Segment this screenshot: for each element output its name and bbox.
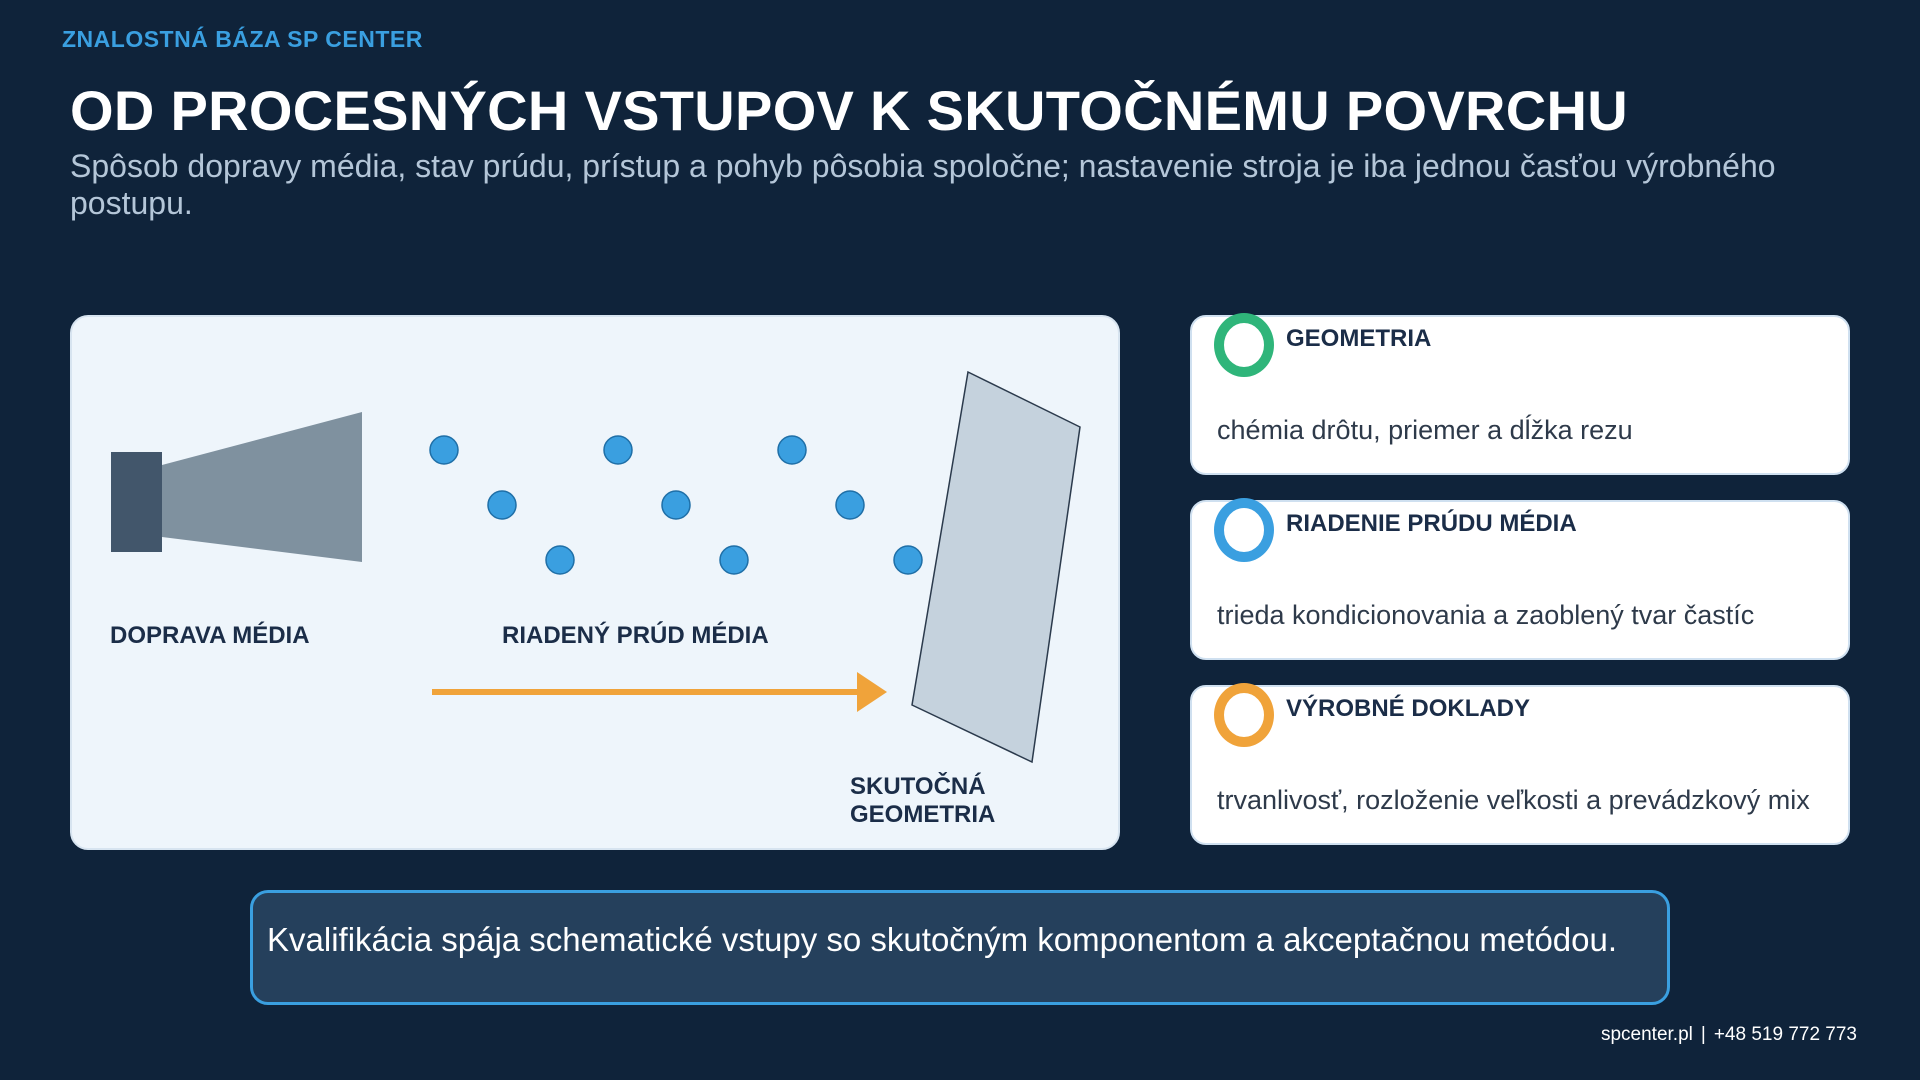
- page-title: OD PROCESNÝCH VSTUPOV K SKUTOČNÉMU POVRCHU: [70, 79, 1628, 142]
- nozzle-cone: [162, 412, 362, 562]
- phone-number[interactable]: +48 519 772 773: [1713, 1024, 1857, 1045]
- brand-label: ZNALOSTNÁ BÁZA SP CENTER: [62, 26, 423, 52]
- process-diagram: [70, 315, 1120, 850]
- particle: [488, 491, 516, 519]
- footer-separator: |: [1700, 1024, 1706, 1045]
- footer-contact: [1601, 1024, 1857, 1046]
- particle: [662, 491, 690, 519]
- particle: [778, 436, 806, 464]
- particle: [430, 436, 458, 464]
- nozzle-body: [111, 452, 162, 552]
- card-text: chémia drôtu, priemer a dĺžka rezu: [1217, 415, 1633, 445]
- ring-icon: [1214, 683, 1274, 747]
- target-surface: [912, 372, 1080, 762]
- card-geometry: [1190, 315, 1850, 475]
- particle: [836, 491, 864, 519]
- card-text: trvanlivosť, rozloženie veľkosti a prevádzkový mix: [1217, 785, 1810, 815]
- card-text: trieda kondicionovania a zaoblený tvar častíc: [1217, 600, 1755, 630]
- ring-icon: [1214, 498, 1274, 562]
- info-cards: [1190, 315, 1850, 870]
- callout-text: Kvalifikácia spája schematické vstupy so skutočným komponentom a akceptačnou metódou.: [267, 921, 1618, 958]
- page-subtitle: Spôsob dopravy média, stav prúdu, prístup a pohyb pôsobia spoločne; nastavenie stroja je iba jednou časťou výrobného postupu.: [70, 148, 1776, 221]
- card-title: VÝROBNÉ DOKLADY: [1286, 695, 1531, 722]
- particle: [720, 546, 748, 574]
- card-production-evidence: [1190, 685, 1850, 845]
- particle: [546, 546, 574, 574]
- ring-icon: [1214, 313, 1274, 377]
- delivery-label: DOPRAVA MÉDIA: [110, 622, 310, 649]
- card-stream-control: [1190, 500, 1850, 660]
- stream-label: RIADENÝ PRÚD MÉDIA: [502, 622, 769, 649]
- particle: [604, 436, 632, 464]
- diagram-canvas: [72, 317, 1120, 850]
- card-title: RIADENIE PRÚDU MÉDIA: [1286, 510, 1577, 537]
- website-link[interactable]: spcenter.pl: [1600, 1024, 1693, 1045]
- particle-stream: [430, 436, 922, 574]
- geometry-label: SKUTOČNÁ GEOMETRIA: [850, 773, 996, 828]
- particle: [894, 546, 922, 574]
- qualification-callout: [250, 890, 1670, 1005]
- card-title: GEOMETRIA: [1286, 325, 1432, 352]
- flow-arrow: [432, 672, 887, 712]
